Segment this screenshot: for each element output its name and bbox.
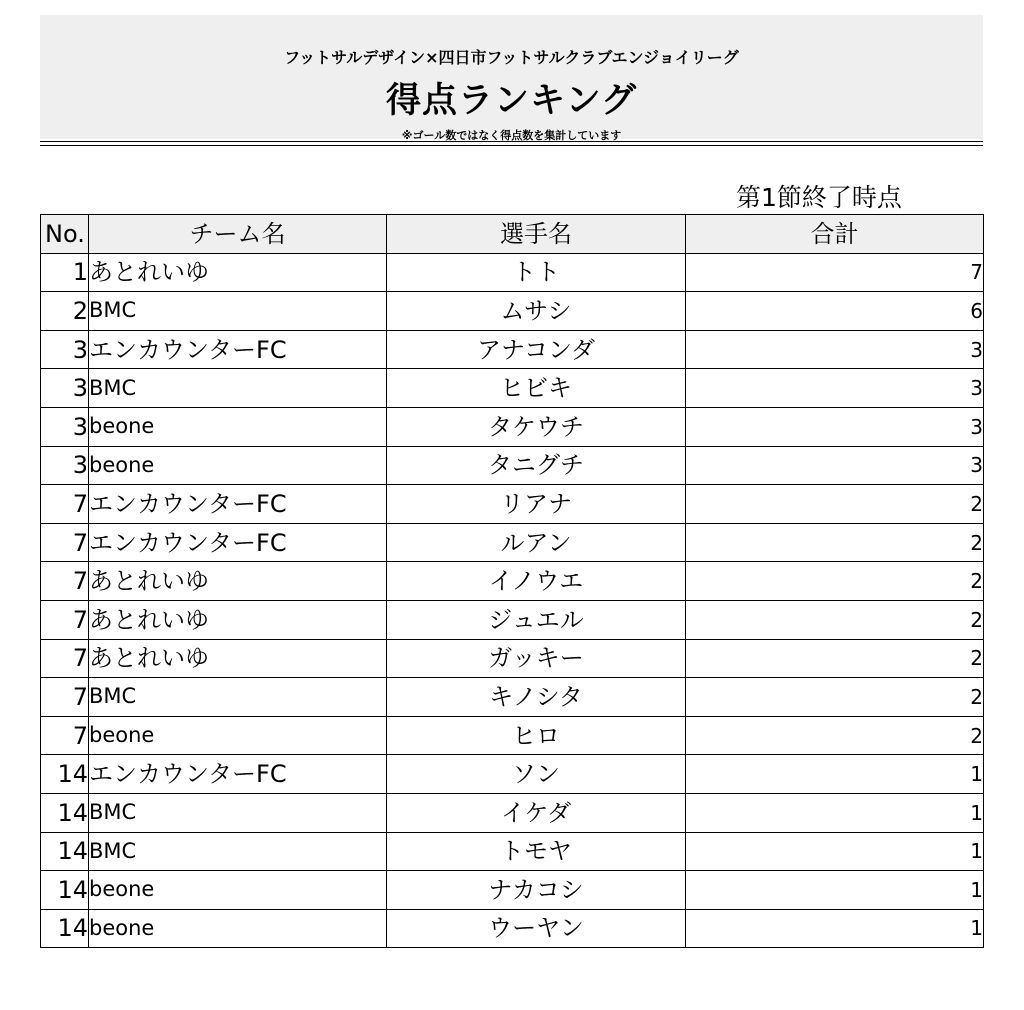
as-of-label: 第1節終了時点 — [736, 183, 902, 212]
rank-cell: 7 — [41, 600, 89, 639]
rank-cell: 7 — [41, 716, 89, 755]
rank-cell: 7 — [41, 523, 89, 562]
total-score-cell: 2 — [686, 485, 984, 524]
total-score-cell: 2 — [686, 639, 984, 678]
player-name-cell: アナコンダ — [387, 330, 686, 369]
header-banner — [40, 15, 983, 142]
team-name-cell: beone — [89, 909, 387, 948]
team-name-cell: beone — [89, 871, 387, 910]
total-score-cell: 1 — [686, 909, 984, 948]
column-header-player: 選手名 — [387, 215, 686, 254]
total-score-cell: 1 — [686, 832, 984, 871]
scoring-note: ※ゴール数ではなく得点数を集計しています — [401, 129, 622, 142]
table-row — [41, 755, 984, 794]
table-row — [41, 716, 984, 755]
table-row — [41, 639, 984, 678]
total-score-cell: 2 — [686, 678, 984, 717]
player-name-cell: ヒロ — [387, 716, 686, 755]
total-score-cell: 2 — [686, 600, 984, 639]
rank-cell: 7 — [41, 562, 89, 601]
team-name-cell: あとれいゆ — [89, 253, 387, 292]
player-name-cell: イノウエ — [387, 562, 686, 601]
page-title: 得点ランキング — [386, 81, 637, 121]
table-row — [41, 793, 984, 832]
total-score-cell: 3 — [686, 446, 984, 485]
team-name-cell: あとれいゆ — [89, 600, 387, 639]
table-row — [41, 600, 984, 639]
team-name-cell: あとれいゆ — [89, 562, 387, 601]
team-name-cell: beone — [89, 407, 387, 446]
player-name-cell: リアナ — [387, 485, 686, 524]
table-body — [41, 253, 984, 948]
rank-cell: 1 — [41, 253, 89, 292]
team-name-cell: エンカウンターFC — [89, 523, 387, 562]
rank-cell: 7 — [41, 639, 89, 678]
player-name-cell: トモヤ — [387, 832, 686, 871]
player-name-cell: ジュエル — [387, 600, 686, 639]
table-row — [41, 446, 984, 485]
rank-cell: 14 — [41, 755, 89, 794]
table-row — [41, 523, 984, 562]
total-score-cell: 1 — [686, 793, 984, 832]
player-name-cell: キノシタ — [387, 678, 686, 717]
rank-cell: 14 — [41, 871, 89, 910]
team-name-cell: エンカウンターFC — [89, 485, 387, 524]
total-score-cell: 2 — [686, 523, 984, 562]
player-name-cell: ムサシ — [387, 292, 686, 331]
player-name-cell: ルアン — [387, 523, 686, 562]
team-name-cell: あとれいゆ — [89, 639, 387, 678]
table-row — [41, 330, 984, 369]
table-row — [41, 485, 984, 524]
column-header-no: No. — [41, 215, 89, 254]
team-name-cell: beone — [89, 446, 387, 485]
rank-cell: 14 — [41, 909, 89, 948]
rank-cell: 7 — [41, 485, 89, 524]
player-name-cell: タニグチ — [387, 446, 686, 485]
total-score-cell: 3 — [686, 407, 984, 446]
team-name-cell: BMC — [89, 793, 387, 832]
player-name-cell: イケダ — [387, 793, 686, 832]
rank-cell: 2 — [41, 292, 89, 331]
total-score-cell: 1 — [686, 871, 984, 910]
total-score-cell: 2 — [686, 716, 984, 755]
total-score-cell: 3 — [686, 369, 984, 408]
rank-cell: 3 — [41, 330, 89, 369]
player-name-cell: ウーヤン — [387, 909, 686, 948]
rank-cell: 14 — [41, 832, 89, 871]
team-name-cell: beone — [89, 716, 387, 755]
rank-cell: 14 — [41, 793, 89, 832]
scoring-ranking-table — [40, 214, 984, 948]
player-name-cell: タケウチ — [387, 407, 686, 446]
header-divider-top — [40, 141, 983, 142]
table-row — [41, 909, 984, 948]
table-row — [41, 562, 984, 601]
column-header-team: チーム名 — [89, 215, 387, 254]
player-name-cell: ガッキー — [387, 639, 686, 678]
table-header-row — [41, 215, 984, 254]
team-name-cell: BMC — [89, 369, 387, 408]
team-name-cell: エンカウンターFC — [89, 755, 387, 794]
total-score-cell: 6 — [686, 292, 984, 331]
table-row — [41, 292, 984, 331]
column-header-total: 合計 — [686, 215, 984, 254]
rank-cell: 3 — [41, 369, 89, 408]
team-name-cell: BMC — [89, 832, 387, 871]
table-row — [41, 407, 984, 446]
table-row — [41, 253, 984, 292]
league-subtitle: フットサルデザイン×四日市フットサルクラブエンジョイリーグ — [284, 48, 739, 67]
team-name-cell: BMC — [89, 292, 387, 331]
table-row — [41, 832, 984, 871]
rank-cell: 7 — [41, 678, 89, 717]
total-score-cell: 2 — [686, 562, 984, 601]
player-name-cell: ナカコシ — [387, 871, 686, 910]
player-name-cell: ソン — [387, 755, 686, 794]
rank-cell: 3 — [41, 407, 89, 446]
rank-cell: 3 — [41, 446, 89, 485]
total-score-cell: 7 — [686, 253, 984, 292]
total-score-cell: 3 — [686, 330, 984, 369]
team-name-cell: エンカウンターFC — [89, 330, 387, 369]
total-score-cell: 1 — [686, 755, 984, 794]
table-row — [41, 369, 984, 408]
team-name-cell: BMC — [89, 678, 387, 717]
table-row — [41, 678, 984, 717]
header-divider-bottom — [40, 145, 983, 146]
table-row — [41, 871, 984, 910]
player-name-cell: トト — [387, 253, 686, 292]
player-name-cell: ヒビキ — [387, 369, 686, 408]
